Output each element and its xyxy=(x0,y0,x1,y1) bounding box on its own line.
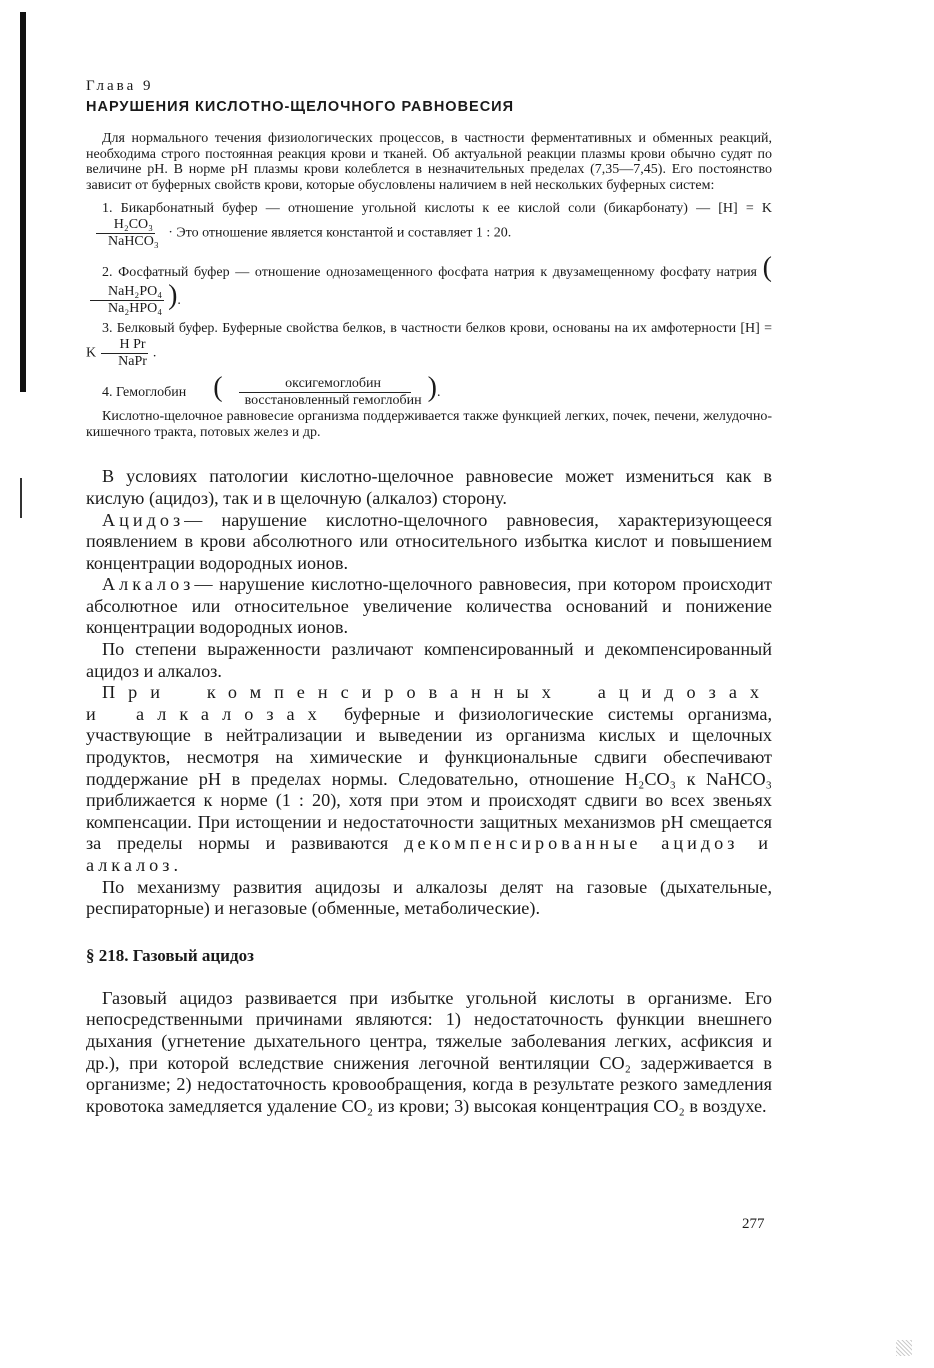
buffer-bicarbonate-text: 1. Бикарбонатный буфер — отношение угольной кислоты к ее кислой соли (бикарбонату) — xyxy=(102,201,711,217)
fraction-numerator: NaH₂PO₄ xyxy=(90,284,164,301)
intro-block xyxy=(86,131,772,440)
fraction xyxy=(90,217,161,250)
binding-edge-mark xyxy=(20,478,22,518)
intro-closing-paragraph: Кислотно-щелочное равновесие организма поддерживается также функцией легких, почек, печени, желудочно-кишечного тракта, потовых желез и др. xyxy=(86,409,772,440)
page-number: 277 xyxy=(742,1216,765,1232)
buffer-hemoglobin: 4. Гемоглобин ( $\frac{\text{оксигемоглобин}}{\text{восстановленный гемоглобин}}$ ). xyxy=(102,371,441,409)
fraction xyxy=(227,376,424,409)
chapter-title: НАРУШЕНИЯ КИСЛОТНО-ЩЕЛОЧНОГО РАВНОВЕСИЯ xyxy=(86,99,515,115)
paragraph-compensated xyxy=(86,682,772,876)
paragraph-text: — нарушение кислотно-щелочного равновесия, при котором происходит абсолютное или относительное увеличение количества оснований и понижение концентрации водородных ионов. xyxy=(86,574,772,638)
term-compensated: При компенсированных ацидозах и алкалозах xyxy=(86,682,772,724)
intro-paragraph: Для нормального течения физиологических процессов, в частности ферментативных и обменных реакций, необходима строго постоянная реакция крови и тканей. Об актуальной реакции плазмы крови обычно судят по величине pH. В норме pH плазмы крови колеблется в незначительных пределах (7,35—7,45). Его постоянство зависит от буферных свойств крови, которые обусловлены наличием в ней нескольких буферных систем: xyxy=(86,131,772,193)
section-title: § 218. Газовый ацидоз xyxy=(86,945,254,965)
fraction-denominator: восстановленный гемоглобин xyxy=(244,393,422,409)
fraction-denominator: Na₂HPO₄ xyxy=(108,301,163,317)
buffer-phosphate-text: 2. Фосфатный буфер — отношение однозамещенного фосфата натрия к двузамещенному фосфату натрия xyxy=(102,264,757,280)
page-content xyxy=(86,78,772,1117)
fraction-numerator: H₂CO₃ xyxy=(96,217,155,234)
close-paren: ) xyxy=(168,279,178,311)
paragraph-text: — нарушение кислотно-щелочного равновесия, характеризующееся появлением в крови абсолютного или относительного избытка кислот и повышением концентрации водородных ионов. xyxy=(86,509,772,573)
formula-prefix: [H] = K xyxy=(718,201,772,217)
binding-edge-line xyxy=(20,12,26,392)
paragraph: Газовый ацидоз развивается при избытке угольной кислоты в организме. Его непосредственными причинами являются: 1) недостаточность функции внешнего дыхания (угнетение дыхательного центра, тяжелые заболевания легких, асфиксия и др.), при которой вследствие снижения легочной вентиляции CO₂ задерживается в организме; 2) недостаточность кровообращения, когда в результате резкого замедления кровотока замедляется удаление CO₂ из крови; 3) высокая концентрация CO₂ в воздухе. xyxy=(86,987,772,1116)
fraction-denominator: NaHCO₃ xyxy=(108,233,159,249)
paragraph: В условиях патологии кислотно-щелочное равновесие может измениться как в кислую (ацидоз), так и в щелочную (алкалоз) сторону. xyxy=(86,466,772,508)
close-paren: ) xyxy=(427,371,437,403)
buffer-bicarbonate xyxy=(86,201,772,250)
paragraph-alkalosis xyxy=(86,574,772,639)
fraction xyxy=(90,284,164,317)
fraction xyxy=(100,337,149,370)
paragraph-acidosis xyxy=(86,510,772,575)
buffer-protein: 3. Белковый буфер. Буферные свойства белков, в частности белков крови, основаны на их амфотерности [H] = K $\frac{\text{H Pr}}{\text{NaPr}}$ . xyxy=(86,321,772,369)
buffer-hemoglobin-label: 4. Гемоглобин xyxy=(102,384,187,400)
term-decompensated: декомпенсированные ацидоз и алкалоз. xyxy=(86,833,773,875)
paragraph-text: буферные и физиологические системы организма, участвующие в нейтрализации и выведении из организма кислых и щелочных продуктов, несмотря на химические и функциональные сдвиги обеспечивают поддержание pH в пределах нормы. Следовательно, отношение H₂CO₃ к NaHCO₃ приближается к норме (1 : 20), хотя при этом и происходят сдвиги во всех звеньях компенсации. При истощении и недостаточности защитных механизмов pH смещается за пределы нормы и развиваются xyxy=(86,703,773,854)
formula-prefix: [H] = K xyxy=(86,321,772,361)
open-paren: ( xyxy=(762,251,772,283)
fraction-numerator: оксигемоглобин xyxy=(239,376,411,393)
fraction-denominator: NaPr xyxy=(118,353,147,369)
buffer-bicarbonate-tail: · Это отношение является константой и составляет 1 : 20. xyxy=(168,225,512,241)
fraction-numerator: H Pr xyxy=(101,337,147,354)
main-text xyxy=(86,466,772,919)
term-alkalosis: Алкалоз xyxy=(102,574,195,595)
paragraph: По степени выраженности различают компенсированный и декомпенсированный ацидоз и алкалоз. xyxy=(86,639,772,681)
term-acidosis: Ацидоз xyxy=(102,509,185,530)
paragraph: По механизму развития ацидозы и алкалозы делят на газовые (дыхательные, респираторные) и негазовые (обменные, метаболические). xyxy=(86,876,772,919)
open-paren: ( xyxy=(213,371,223,403)
buffer-phosphate: 2. Фосфатный буфер — отношение однозамещенного фосфата натрия к двузамещенному фосфату натрия ( $\frac{\text{NaH₂PO₄}}{\text{Na₂HPO₄}}$ ). xyxy=(86,254,772,317)
scan-corner-mark xyxy=(896,1340,912,1356)
section-text xyxy=(86,988,772,1118)
buffer-protein-text: 3. Белковый буфер. Буферные свойства белков, в частности белков крови, основаны на их амфотерности xyxy=(102,321,737,337)
chapter-label: Глава 9 xyxy=(86,78,154,94)
